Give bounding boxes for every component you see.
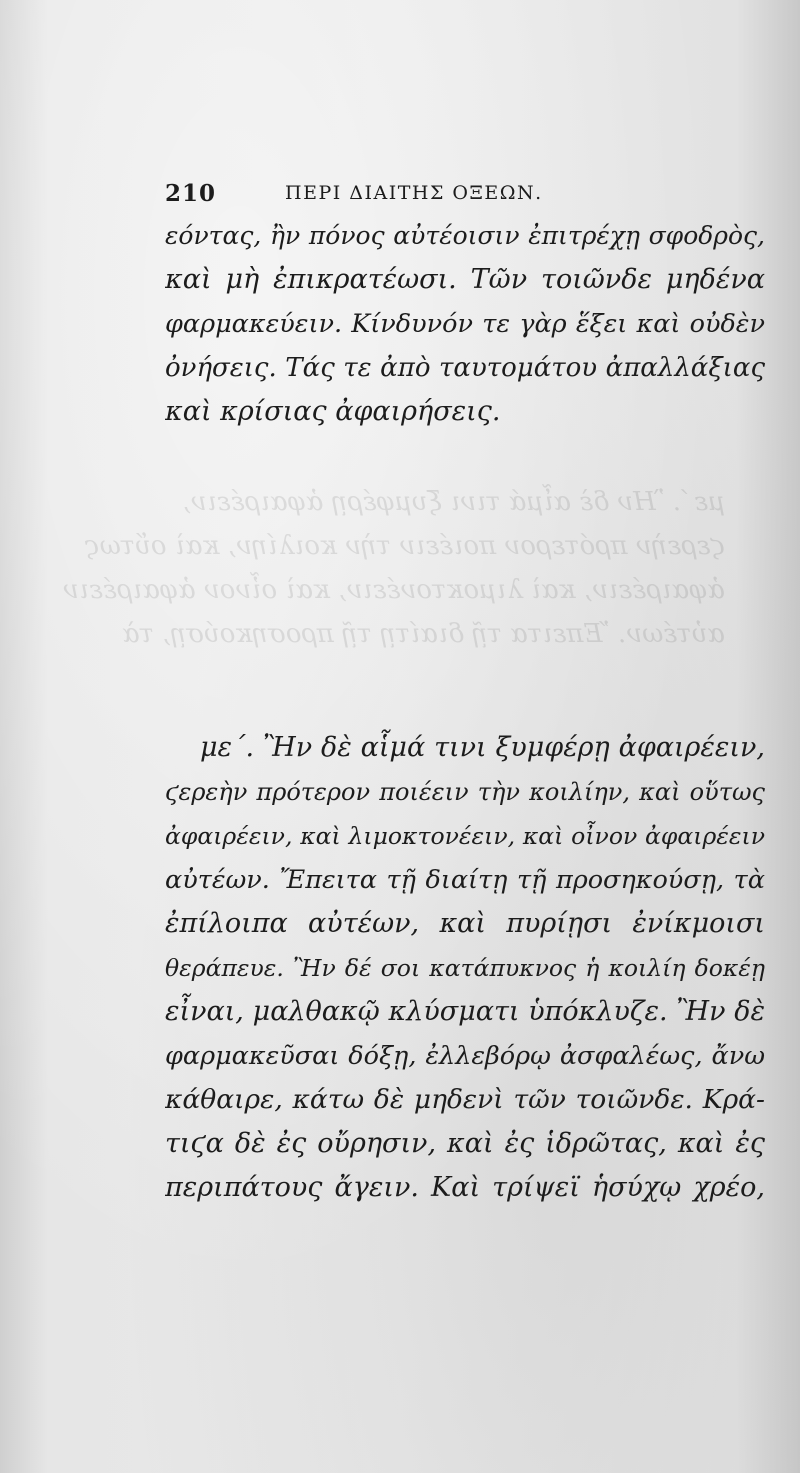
paragraph-1	[165, 214, 765, 434]
text-line: περιπάτους ἄγειν. Καὶ τρίψεϊ ἡσύχῳ χρέο,	[165, 1172, 765, 1203]
text-line: φαρμακεῦσαι δόξῃ, ἐλλεβόρῳ ἀσφαλέως, ἄνω	[165, 1041, 765, 1071]
running-title: ΠΕΡΙ ΔΙΑΙΤΗΣ ΟΞΕΩΝ.	[285, 182, 543, 204]
running-head	[165, 180, 765, 210]
text-line: ὀνήσεις. Τάς τε ἀπὸ ταυτομάτου ἀπαλλάξιας	[165, 353, 765, 383]
text-line: θεράπευε. Ἢν δέ σοι κατάπυκνος ἡ κοιλίη δοκέῃ	[165, 954, 765, 982]
page-number: 210	[165, 180, 217, 207]
text-line: εἶναι, μαλθακῷ κλύσματι ὑπόκλυζε. Ἢν δὲ	[165, 996, 765, 1027]
text-line: τιϛα δὲ ἐς οὔρησιν, καὶ ἐς ἱδρῶτας, καὶ ἐς	[165, 1128, 765, 1159]
text-line: εόντας, ἢν πόνος αὐτέοισιν ἐπιτρέχῃ σφοδρὸς,	[165, 221, 765, 250]
text-line: φαρμακεύειν. Κίνδυνόν τε γὰρ ἕξει καὶ οὐδὲν	[165, 309, 765, 339]
text-line: καὶ κρίσιας ἀφαιρήσεις.	[165, 396, 501, 427]
text-line: ἀφαιρέειν, καὶ λιμοκτονέειν, καὶ οἶνον ἀφαιρέειν	[165, 822, 765, 850]
text-line: ϛερεὴν πρότερον ποιέειν τὴν κοιλίην, καὶ οὕτως	[165, 778, 765, 806]
paragraph-2	[165, 726, 765, 1210]
text-line: αὐτέων. Ἔπειτα τῇ διαίτῃ τῇ προσηκούσῃ, τὰ	[165, 865, 765, 895]
text-line: καὶ μὴ ἐπικρατέωσι. Τῶν τοιῶνδε μηδένα	[165, 264, 765, 295]
text-line: με΄. Ἢν δὲ αἷμά τινι ξυμφέρῃ ἀφαιρέειν,	[200, 732, 765, 763]
text-line: κάθαιρε, κάτω δὲ μηδενὶ τῶν τοιῶνδε. Κρά-	[165, 1084, 765, 1115]
text-line: ἐπίλοιπα αὐτέων, καὶ πυρίῃσι ἐνίκμοισι	[165, 908, 765, 939]
bleed-through-text: με΄. Ἢν δὲ αἷμά τινι ξυμφέρῃ ἀφαιρέειν, ϛερεὴν πρότερον ποιέειν τὴν κοιλίην, καὶ οὕτως ἀφαιρέειν, καὶ λιμοκτονέειν, καὶ οἶνον ἀφαιρέειν αὐτέων. Ἔπειτα τῇ διαίτῃ τῇ προσηκούσῃ, τὰ	[63, 487, 725, 649]
